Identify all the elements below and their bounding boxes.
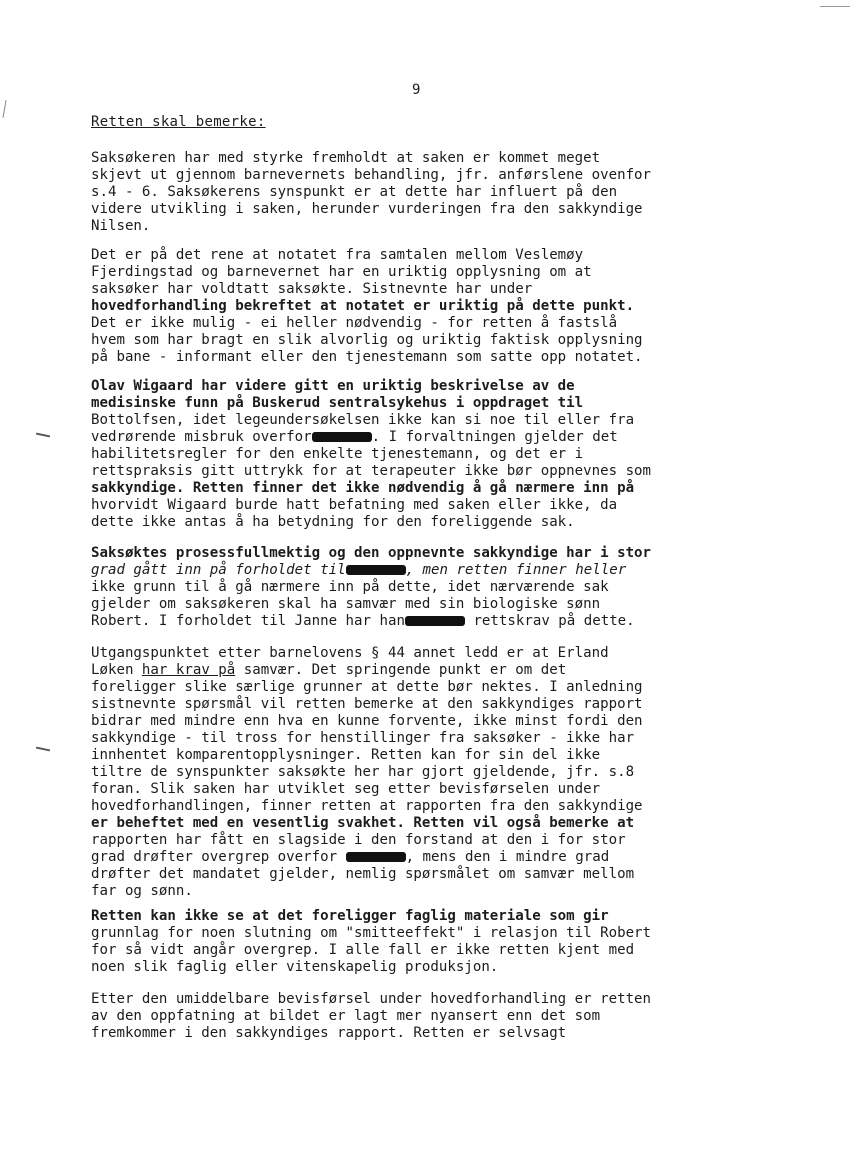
text-line: Olav Wigaard har videre gitt en uriktig beskrivelse av de [91, 378, 575, 394]
paragraph-2 [91, 247, 771, 366]
text-line: gjelder om saksøkeren skal ha samvær med sin biologiske sønn [91, 596, 601, 612]
paragraph-3 [91, 378, 771, 531]
redaction-bar [346, 852, 406, 862]
page-number: 9 [412, 82, 421, 98]
text-line: hovedforhandling bekreftet at notatet er uriktig på dette punkt. [91, 298, 635, 314]
text-line: Saksøktes prosessfullmektig og den oppnevnte sakkyndige har i stor [91, 545, 652, 561]
text-line: Etter den umiddelbare bevisførsel under hovedforhandling er retten [91, 991, 652, 1007]
paragraph-7 [91, 991, 771, 1042]
text-line: fremkommer i den sakkyndiges rapport. Retten er selvsagt [91, 1025, 567, 1041]
text-line: Utgangspunktet etter barnelovens § 44 annet ledd er at Erland [91, 645, 609, 661]
text-line: skjevt ut gjennom barnevernets behandling, jfr. anførslene ovenfor [91, 167, 652, 183]
text-line: Det er ikke mulig - ei heller nødvendig - for retten å fastslå [91, 315, 618, 331]
paragraph-5 [91, 645, 771, 900]
text-segment: rettskrav på dette. [464, 613, 635, 629]
redaction-bar [312, 432, 372, 442]
text-line: medisinske funn på Buskerud sentralsykehus i oppdraget til [91, 395, 584, 411]
text-line: s.4 - 6. Saksøkerens synspunkt er at dette har influert på den [91, 184, 618, 200]
text-line: hovedforhandlingen, finner retten at rapporten fra den sakkyndige [91, 798, 643, 814]
text-line: drøfter det mandatet gjelder, nemlig spørsmålet om samvær mellom [91, 866, 635, 882]
text-segment: , mens den i mindre grad [405, 849, 610, 865]
redaction-bar [405, 616, 465, 626]
text-line [91, 429, 771, 446]
text-line: Nilsen. [91, 218, 151, 234]
paragraph-1 [91, 150, 771, 235]
scan-margin-mark [2, 100, 6, 118]
text-line: foran. Slik saken har utviklet seg etter bevisførselen under [91, 781, 601, 797]
margin-mark [36, 747, 50, 752]
text-line: av den oppfatning at bildet er lagt mer nyansert enn det som [91, 1008, 601, 1024]
text-line: Saksøkeren har med styrke fremholdt at saken er kommet meget [91, 150, 601, 166]
paragraph-4 [91, 545, 771, 630]
text-segment: grad drøfter overgrep overfor [91, 849, 338, 865]
text-line: er beheftet med en vesentlig svakhet. Retten vil også bemerke at [91, 815, 635, 831]
text-line: Bottolfsen, idet legeundersøkelsen ikke kan si noe til eller fra [91, 412, 635, 428]
text-line: på bane - informant eller den tjenestemann som satte opp notatet. [91, 349, 643, 365]
text-line [91, 662, 771, 679]
text-line: sakkyndige. Retten finner det ikke nødvendig å gå nærmere inn på [91, 480, 635, 496]
redaction-bar [346, 565, 406, 575]
text-line: videre utvikling i saken, herunder vurderingen fra den sakkyndige [91, 201, 643, 217]
text-line: Retten kan ikke se at det foreligger faglig materiale som gir [91, 908, 609, 924]
text-segment: . I forvaltningen gjelder det [371, 429, 618, 445]
scan-edge-mark [820, 6, 850, 7]
text-line: habilitetsregler for den enkelte tjenestemann, og det er i [91, 446, 584, 462]
text-line: hvorvidt Wigaard burde hatt befatning med saken eller ikke, da [91, 497, 618, 513]
text-segment: Robert. I forholdet til Janne har han [91, 613, 405, 629]
section-heading: Retten skal bemerke: [91, 114, 266, 130]
underlined-text: har krav på [141, 662, 236, 678]
text-line: sakkyndige - til tross for henstillinger fra saksøker - ikke har [91, 730, 635, 746]
margin-mark [36, 433, 50, 438]
text-line: far og sønn. [91, 883, 193, 899]
text-line [91, 562, 771, 579]
text-line: foreligger slike særlige grunner at dette bør nektes. I anledning [91, 679, 643, 695]
text-segment: , men retten finner heller [405, 562, 627, 578]
text-line: saksøker har voldtatt saksøkte. Sistnevnte har under [91, 281, 533, 297]
text-line: rettspraksis gitt uttrykk for at terapeuter ikke bør oppnevnes som [91, 463, 652, 479]
text-line: bidrar med mindre enn hva en kunne forvente, ikke minst fordi den [91, 713, 643, 729]
text-line: dette ikke antas å ha betydning for den foreliggende sak. [91, 514, 575, 530]
text-line: Det er på det rene at notatet fra samtalen mellom Veslemøy [91, 247, 584, 263]
text-line [91, 613, 771, 630]
text-line: noen slik faglig eller vitenskapelig produksjon. [91, 959, 499, 975]
text-line: ikke grunn til å gå nærmere inn på dette, idet nærværende sak [91, 579, 609, 595]
text-line: Fjerdingstad og barnevernet har en uriktig opplysning om at [91, 264, 592, 280]
text-segment: Løken [91, 662, 142, 678]
paragraph-6 [91, 908, 771, 976]
text-segment: samvær. Det springende punkt er om det [235, 662, 567, 678]
text-line: sistnevnte spørsmål vil retten bemerke at den sakkyndiges rapport [91, 696, 643, 712]
text-line: rapporten har fått en slagside i den forstand at den i for stor [91, 832, 626, 848]
text-line: hvem som har bragt en slik alvorlig og uriktig faktisk opplysning [91, 332, 643, 348]
text-line: tiltre de synspunkter saksøkte her har gjort gjeldende, jfr. s.8 [91, 764, 635, 780]
text-line [91, 849, 771, 866]
text-line: grunnlag for noen slutning om "smitteeffekt" i relasjon til Robert [91, 925, 652, 941]
text-line: for så vidt angår overgrep. I alle fall er ikke retten kjent med [91, 942, 635, 958]
text-segment: vedrørende misbruk overfor [91, 429, 312, 445]
text-line: innhentet komparentopplysninger. Retten kan for sin del ikke [91, 747, 601, 763]
text-segment: grad gått inn på forholdet til [91, 562, 346, 578]
